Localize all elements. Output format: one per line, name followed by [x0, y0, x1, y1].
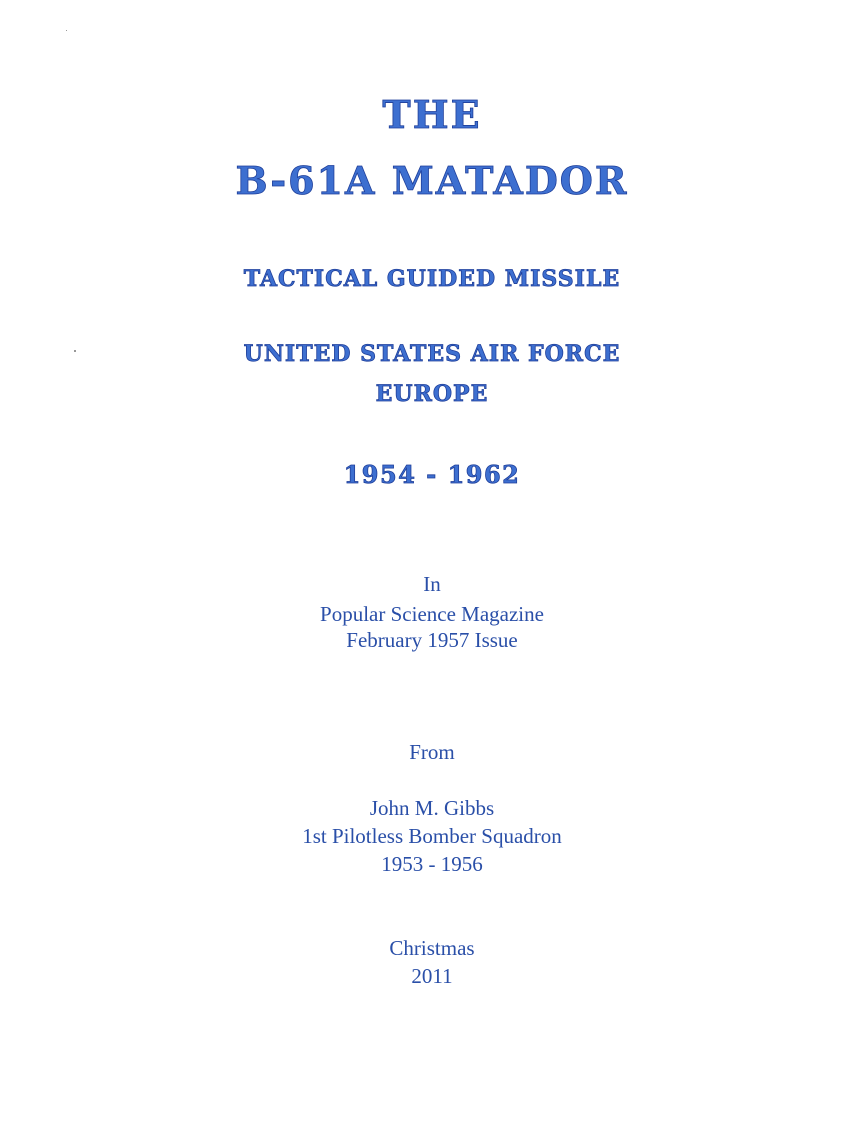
years: 1954 - 1962	[343, 460, 521, 489]
occasion-label: Christmas	[389, 936, 475, 960]
subtitle: TACTICAL GUIDED MISSILE	[243, 266, 621, 292]
scan-speck	[74, 350, 76, 352]
source-publication: Popular Science Magazine	[320, 602, 544, 626]
source-prefix: In	[423, 572, 441, 596]
source-issue: February 1957 Issue	[346, 628, 518, 652]
scan-speck	[66, 30, 67, 31]
title-line-2: B-61A MATADOR	[235, 158, 629, 203]
from-service-years: 1953 - 1956	[381, 852, 483, 876]
from-label: From	[409, 740, 455, 764]
from-unit: 1st Pilotless Bomber Squadron	[302, 824, 562, 848]
title-line-1: THE	[382, 92, 482, 137]
organization-line-1: UNITED STATES AIR FORCE	[243, 341, 621, 367]
occasion-year: 2011	[411, 964, 453, 988]
organization-line-2: EUROPE	[375, 381, 489, 407]
from-name: John M. Gibbs	[369, 796, 495, 820]
